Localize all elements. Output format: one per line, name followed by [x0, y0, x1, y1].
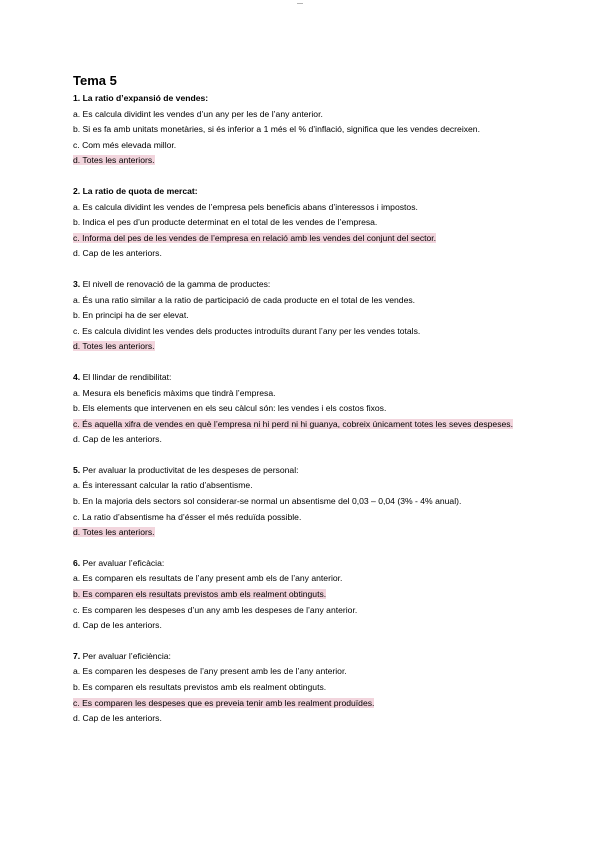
- option-b: b. Si es fa amb unitats monetàries, si és inferior a 1 més el % d’inflació, significa que les vendes decreixen.: [73, 124, 480, 135]
- question-text: La ratio d’expansió de vendes:: [82, 93, 209, 103]
- question-stem: [73, 463, 525, 479]
- option-b: b. Es comparen els resultats previstos amb els realment obtinguts.: [73, 682, 327, 692]
- document-page: [73, 73, 525, 742]
- question-text: La ratio de quota de mercat:: [82, 185, 198, 196]
- option-d-highlighted: d. Totes les anteriors.: [73, 341, 155, 352]
- option-b-highlighted: b. Es comparen els resultats previstos amb els realment obtinguts.: [73, 589, 327, 600]
- question-stem: [73, 277, 525, 293]
- question-number: 3.: [73, 278, 81, 289]
- option-d: d. Cap de les anteriors.: [73, 248, 162, 259]
- question-2: [73, 184, 525, 262]
- option-a: a. Es calcula dividint les vendes d’un any per les de l’any anterior.: [73, 108, 323, 119]
- option-c: c. La ratio d’absentisme ha d’ésser el més reduïda possible.: [73, 511, 302, 522]
- option-a: a. Es comparen els resultats de l’any present amb els de l’any anterior.: [73, 573, 343, 584]
- question-3: [73, 277, 525, 355]
- question-number: 6.: [73, 557, 81, 568]
- option-a: a. Mesura els beneficis màxims que tindrà l’empresa.: [73, 387, 276, 398]
- header-mark: —: [297, 1, 303, 7]
- option-b: b. En principi ha de ser elevat.: [73, 310, 189, 321]
- question-text: El llindar de rendibilitat:: [82, 371, 172, 382]
- question-number: 4.: [73, 371, 81, 382]
- question-number: 5.: [73, 464, 81, 475]
- question-text: Per avaluar l’eficiència:: [82, 650, 171, 661]
- option-d-highlighted: d. Totes les anteriors.: [73, 527, 155, 538]
- question-4: [73, 370, 525, 448]
- option-b: b. En la majoria dels sectors sol considerar-se normal un absentisme del 0,03 – 0,04 (3% - 4% anual).: [73, 496, 462, 507]
- question-stem: [73, 649, 525, 665]
- option-d: d. Cap de les anteriors.: [73, 620, 162, 631]
- option-c: c. Es calcula dividint les vendes dels productes introduïts durant l’any per les vendes totals.: [73, 325, 421, 336]
- option-a: a. És interessant calcular la ratio d’absentisme.: [73, 480, 253, 491]
- option-c-highlighted: c. Informa del pes de les vendes de l’empresa en relació amb les vendes del conjunt del sector.: [73, 232, 437, 243]
- option-c: c. Com més elevada millor.: [73, 139, 177, 150]
- question-stem: [73, 370, 525, 386]
- question-1: [73, 91, 525, 169]
- question-stem: [73, 556, 525, 572]
- option-b: b. Els elements que intervenen en els seu càlcul són: les vendes i els costos fixos.: [73, 403, 387, 414]
- question-stem: [73, 184, 525, 200]
- option-a: a. És una ratio similar a la ratio de participació de cada producte en el total de les vendes.: [73, 294, 416, 305]
- option-d-highlighted: d. Totes les anteriors.: [73, 155, 155, 166]
- question-stem: [73, 91, 525, 107]
- option-c-highlighted: c. Es comparen les despeses que es preveia tenir amb les realment produïdes.: [73, 697, 375, 708]
- question-5: [73, 463, 525, 541]
- question-6: [73, 556, 525, 634]
- question-text: Per avaluar la productivitat de les despeses de personal:: [82, 464, 299, 475]
- option-b: b. Indica el pes d’un producte determinat en el total de les vendes de l’empresa.: [73, 217, 378, 228]
- question-number: 7.: [73, 650, 81, 661]
- option-c-highlighted: c. És aquella xifra de vendes en què l’empresa ni hi perd ni hi guanya, cobreix únicament totes les seves despeses.: [73, 418, 513, 429]
- question-text: El nivell de renovació de la gamma de productes:: [82, 278, 271, 289]
- option-d: d. Cap de les anteriors.: [73, 713, 162, 724]
- question-text: Per avaluar l’eficàcia:: [82, 557, 165, 568]
- option-d: d. Cap de les anteriors.: [73, 434, 162, 445]
- option-a: a. Es comparen les despeses de l’any present amb les de l’any anterior.: [73, 666, 347, 677]
- page-title: Tema 5: [73, 73, 117, 88]
- option-a: a. Es calcula dividint les vendes de l’empresa pels beneficis abans d’interessos i impostos.: [73, 201, 418, 212]
- option-c: c. Es comparen les despeses d’un any amb les despeses de l’any anterior.: [73, 604, 358, 615]
- question-number: 2.: [73, 185, 81, 196]
- question-number: 1.: [73, 93, 81, 103]
- question-7: [73, 649, 525, 727]
